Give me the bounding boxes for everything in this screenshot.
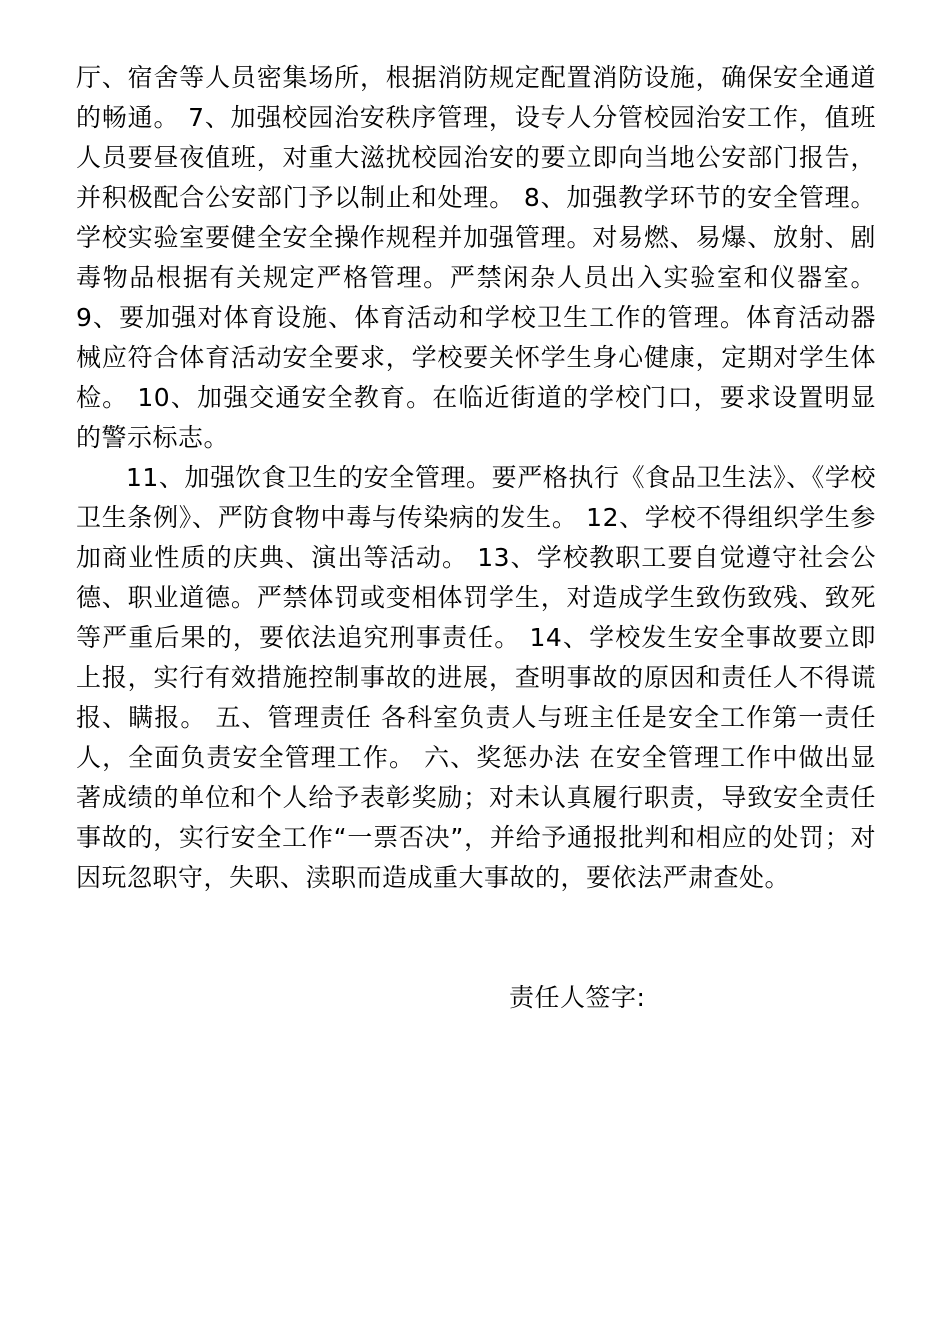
document-body — [76, 58, 876, 898]
paragraph-continued: 厅、宿舍等人员密集场所，根据消防规定配置消防设施，确保安全通道的畅通。 7、加强校园治安秩序管理，设专人分管校园治安工作，值班人员要昼夜值班，对重大滋扰校园治安的要立即向当地公安部门报告，并积极配合公安部门予以制止和处理。 8、加强教学环节的安全管理。学校实验室要健全安全操作规程并加强管理。对易燃、易爆、放射、剧毒物品根据有关规定严格管理。严禁闲杂人员出入实验室和仪器室。 9、要加强对体育设施、体育活动和学校卫生工作的管理。体育活动器械应符合体育活动安全要求，学校要关怀学生身心健康，定期对学生体检。 10、加强交通安全教育。在临近街道的学校门口，要求设置明显的警示标志。 — [76, 63, 876, 452]
paragraph-regulations: 11、加强饮食卫生的安全管理。要严格执行《食品卫生法》、《学校卫生条例》、严防食物中毒与传染病的发生。 12、学校不得组织学生参加商业性质的庆典、演出等活动。 13、学校教职工要自觉遵守社会公德、职业道德。严禁体罚或变相体罚学生，对造成学生致伤致残、致死等严重后果的，要依法追究刑事责任。 14、学校发生安全事故要立即上报，实行有效措施控制事故的进展，查明事故的原因和责任人不得谎报、瞒报。 五、管理责任 各科室负责人与班主任是安全工作第一责任人，全面负责安全管理工作。 六、奖惩办法 在安全管理工作中做出显著成绩的单位和个人给予表彰奖励；对未认真履行职责，导致安全责任事故的，实行安全工作“一票否决”，并给予通报批判和相应的处罚；对因玩忽职守，失职、渎职而造成重大事故的，要依法严肃查处。 — [76, 463, 876, 892]
signature-label: 责任人签字: — [509, 983, 646, 1012]
